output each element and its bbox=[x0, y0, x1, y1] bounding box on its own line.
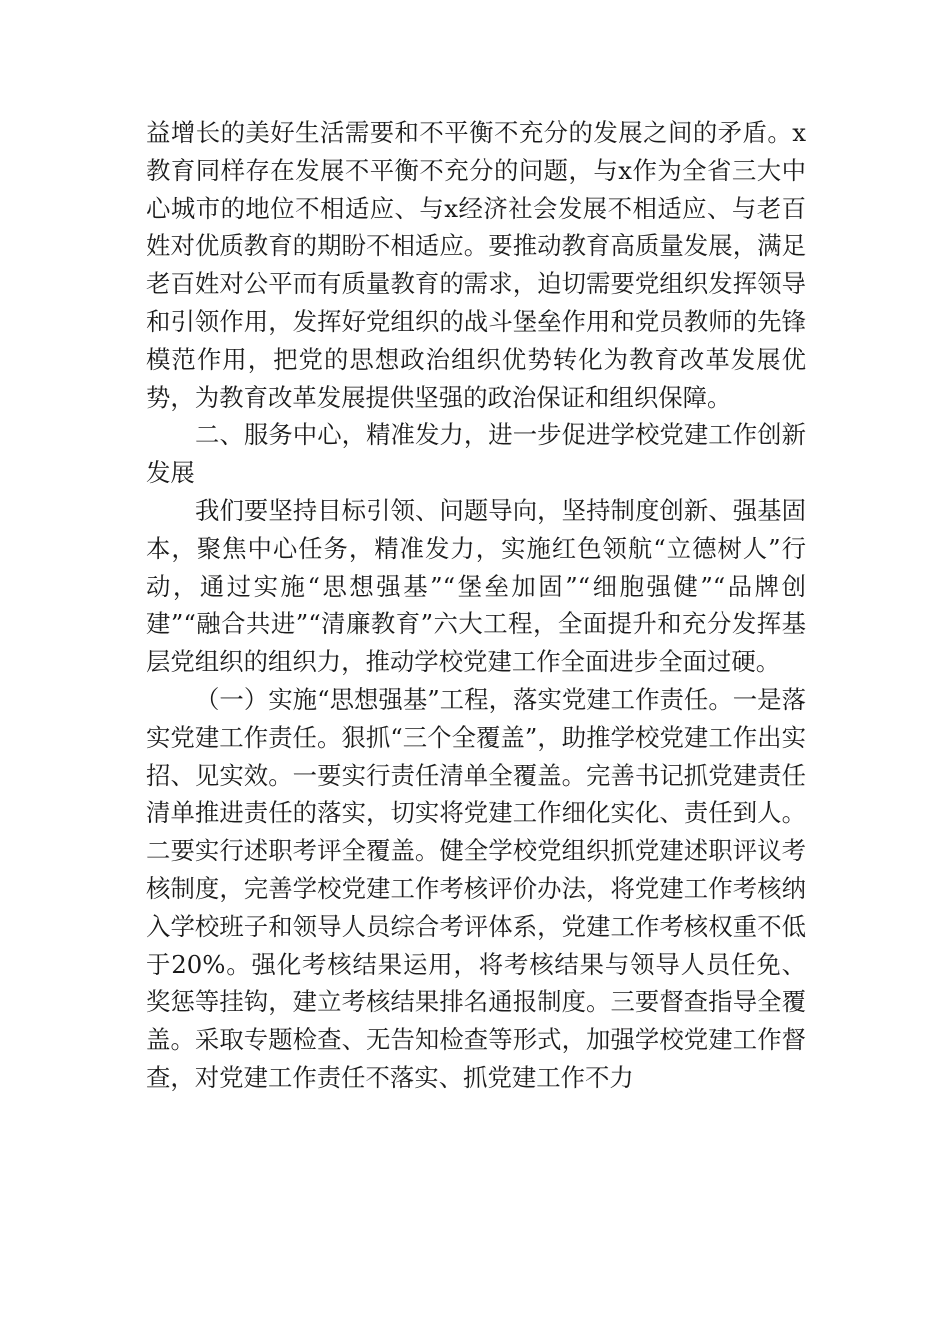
body-paragraph-continued: 益增长的美好生活需要和不平衡不充分的发展之间的矛盾。x教育同样存在发展不平衡不充分的问题，与x作为全省三大中心城市的地位不相适应、与x经济社会发展不相适应、与老百姓对优质教育的期盼不相适应。要推动教育高质量发展，满足老百姓对公平而有质量教育的需求，迫切需要党组织发挥领导和引领作用，发挥好党组织的战斗堡垒作用和党员教师的先锋模范作用，把党的思想政治组织优势转化为教育改革发展优势，为教育改革发展提供坚强的政治保证和组织保障。 bbox=[146, 118, 806, 412]
document-page bbox=[146, 114, 806, 1097]
section-heading-2: 二、服务中心，精准发力，进一步促进学校党建工作创新发展 bbox=[146, 420, 806, 488]
body-paragraph-subsection-1: （一）实施“思想强基”工程，落实党建工作责任。一是落实党建工作责任。狠抓“三个全覆盖”，助推学校党建工作出实招、见实效。一要实行责任清单全覆盖。完善书记抓党建责任清单推进责任的落实，切实将党建工作细化实化、责任到人。二要实行述职考评全覆盖。健全学校党组织抓党建述职评议考核制度，完善学校党建工作考核评价办法，将党建工作考核纳入学校班子和领导人员综合考评体系，党建工作考核权重不低于20%。强化考核结果运用，将考核结果与领导人员任免、奖惩等挂钩，建立考核结果排名通报制度。三要督查指导全覆盖。采取专题检查、无告知检查等形式，加强学校党建工作督查，对党建工作责任不落实、抓党建工作不力 bbox=[146, 684, 806, 1092]
body-paragraph-intro: 我们要坚持目标引领、问题导向，坚持制度创新、强基固本，聚焦中心任务，精准发力，实施红色领航“立德树人”行动，通过实施“思想强基”“堡垒加固”“细胞强健”“品牌创建”“融合共进”“清廉教育”六大工程，全面提升和充分发挥基层党组织的组织力，推动学校党建工作全面进步全面过硬。 bbox=[146, 495, 806, 677]
